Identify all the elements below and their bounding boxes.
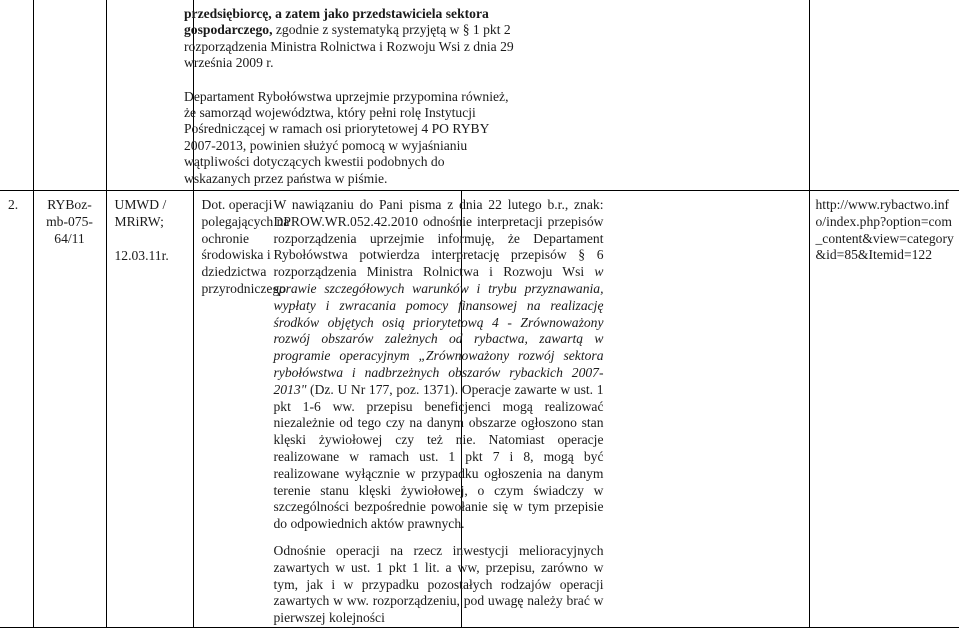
answer-text: [266, 191, 612, 627]
answer-paragraph-2: Odnośnie operacji na rzecz inwestycji melioracyjnych zawartych w ust. 1 pkt 1 lit. a ww, przepisu, zarówno w tym, jak i w przypadku pozostałych rodzajów operacji zawartych w ww. rozporządzeniu, pod uwagę należy brać w pierwszej kolejności: [273, 542, 604, 626]
letter-date: 12.03.11r.: [114, 247, 169, 263]
table-row: [0, 191, 959, 628]
paragraph-rest: zgodnie z systematyką przyjętą w § 1 pkt 2 rozporządzenia Ministra Rolnictwa i Rozwoju Wsi z dnia 29 września 2009 r.: [184, 22, 514, 71]
continued-answer-text: [176, 0, 522, 187]
bold-phrase: przedsiębiorcę, a zatem jako przedstawiciela sektora gospodarczego,: [184, 6, 489, 38]
answer-text-a: W nawiązaniu do Pani pisma z dnia 22 lutego b.r., znak: DPROW.WR.052.42.2010 odnośnie interpretacji przepisów rozporządzenia uprzejmie informuję, że Departament Rybołówstwa potwierdza interpretację przepisów § 6 rozporządzenia Ministra Rolnictwa i Rozwoju Wsi: [273, 197, 604, 280]
subject: Dot. operacji polegających na ochronie środowiska i dziedzictwa przyrodniczego: [201, 197, 290, 296]
row-number: 2.: [8, 197, 19, 212]
source-link[interactable]: http://www.rybactwo.info/index.php?option=com_content&view=category&id=85&Itemid=122: [815, 197, 954, 263]
answer-paragraph-1: [274, 197, 604, 533]
sender-date-cell: [107, 191, 193, 264]
top-paragraph-1: [184, 6, 514, 72]
sender: UMWD / MRiRW;: [114, 197, 167, 229]
answer-text-b: (Dz. U Nr 177, poz. 1371). Operacje zawarte w ust. 1 pkt 1-6 ww. przepisu beneficjenci mogą realizować niezależnie od tego czy na danym obszarze ogłoszono stan klęski żywiołowej czy też nie. Natomiast operacje realizowane w ramach ust. 1 pkt 7 i 8, mogą być realizowane wyłącznie w przypadku ogłoszenia na danym terenie stanu klęski żywiołowej, o czym świadczy w szczególności bezpośrednie powołanie się w tym przepisie do odpowiednich aktów prawnych.: [273, 381, 604, 532]
reference-number: RYBoz-mb-075-64/11: [46, 197, 93, 246]
regulation-title: w sprawie szczegółowych warunków i trybu przyznawania, wypłaty i zwracania pomocy finansowej na realizację środków objętych osią priorytetową 4 - Zrównoważony rozwój obszarów zależnych od rybactwa, zawartą w programie operacyjnym „Zrównoważony rozwój sektora rybołówstwa i nadbrzeżnych obszarów rybackich 2007-2013": [273, 264, 604, 397]
top-paragraph-2: Departament Rybołówstwa uprzejmie przypomina również, że samorząd województwa, który pełni rolę Instytucji Pośredniczącej w ramach osi priorytetowej 4 PO RYBY 2007-2013, powinien służyć pomocą w wyjaśnianiu wątpliwości dotyczących kwestii podobnych do wskazanych przez państwa w piśmie.: [184, 88, 509, 186]
table-row: [0, 0, 959, 191]
